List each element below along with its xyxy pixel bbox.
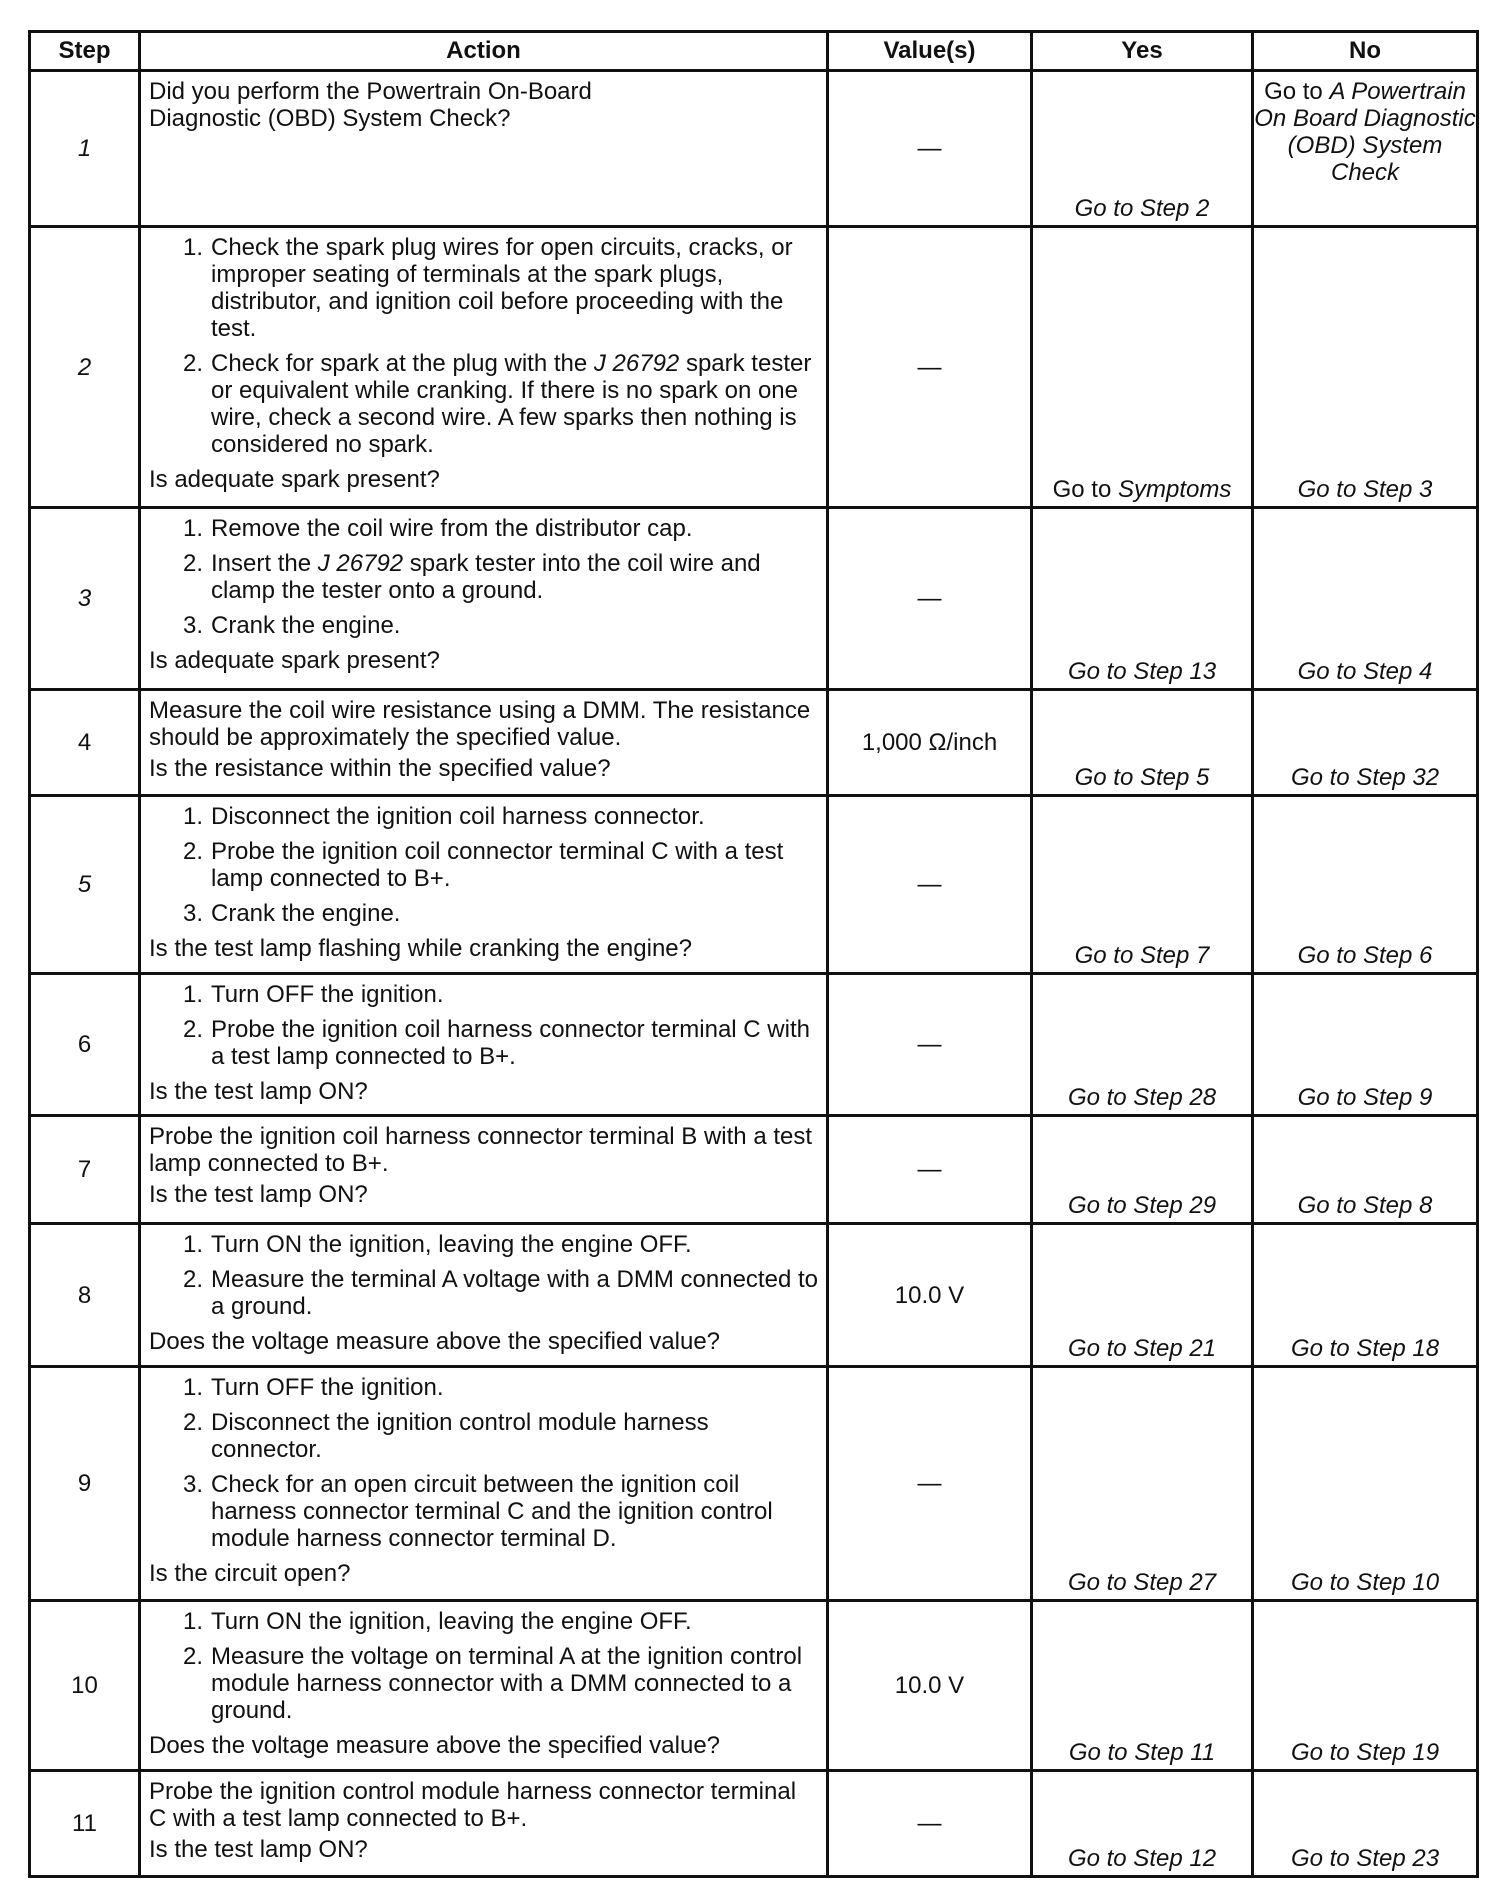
table-header-row	[30, 32, 1478, 71]
value-cell: —	[828, 227, 1032, 508]
action-cell	[140, 1224, 828, 1367]
action-question: Does the voltage measure above the specified value?	[149, 1328, 721, 1355]
no-link-text: A Powertrain On Board Diagnostic (OBD) System Check	[1254, 78, 1476, 186]
action-list	[149, 803, 818, 927]
value-cell: 10.0 V	[828, 1224, 1032, 1367]
values-header: Value(s)	[828, 32, 1032, 71]
no-cell: Go to Step 23	[1253, 1771, 1478, 1877]
action-cell	[140, 690, 828, 796]
action-list	[149, 1231, 818, 1320]
yes-header: Yes	[1032, 32, 1253, 71]
value-cell: —	[828, 1771, 1032, 1877]
table-row	[30, 508, 1478, 690]
action-question: Is the resistance within the specified value?	[149, 755, 611, 782]
item-text: Crank the engine.	[211, 612, 401, 639]
step-number: 9	[30, 1367, 140, 1601]
action-cell	[140, 974, 828, 1116]
yes-cell: Go to Step 27	[1032, 1367, 1253, 1601]
step-number: 5	[30, 796, 140, 974]
yes-cell: Go to Step 5	[1032, 690, 1253, 796]
list-item: 3. Crank the engine.	[149, 900, 818, 927]
no-cell: Go to Step 18	[1253, 1224, 1478, 1367]
value-cell: 1,000 Ω/inch	[828, 690, 1032, 796]
no-cell: Go to Step 19	[1253, 1601, 1478, 1771]
step-number: 2	[30, 227, 140, 508]
list-item: 1. Turn ON the ignition, leaving the engine OFF.	[149, 1608, 818, 1635]
action-question: Is adequate spark present?	[149, 647, 440, 674]
no-cell: Go to Step 6	[1253, 796, 1478, 974]
list-item: 2. Insert the J 26792 spark tester into the coil wire and clamp the tester onto a ground.	[182, 550, 761, 604]
action-cell	[140, 1771, 828, 1877]
action-list	[149, 981, 818, 1070]
no-cell	[1253, 71, 1478, 227]
item-text: Probe the ignition coil connector terminal C with a test lamp connected to B+.	[211, 838, 784, 892]
list-item: 1. Turn OFF the ignition.	[149, 1374, 818, 1401]
table-row	[30, 1367, 1478, 1601]
step-number: 10	[30, 1601, 140, 1771]
action-cell	[140, 227, 828, 508]
action-list	[149, 1608, 818, 1724]
action-question: Is the circuit open?	[149, 1560, 351, 1587]
table-row	[30, 1601, 1478, 1771]
list-item: 1. Turn ON the ignition, leaving the engine OFF.	[149, 1231, 818, 1258]
value-cell: —	[828, 974, 1032, 1116]
action-question: Is the test lamp ON?	[149, 1836, 368, 1863]
action-question: Is the test lamp ON?	[149, 1078, 368, 1105]
no-cell: Go to Step 3	[1253, 227, 1478, 508]
table-row	[30, 1771, 1478, 1877]
table-row	[30, 1224, 1478, 1367]
yes-cell: Go to Step 28	[1032, 974, 1253, 1116]
item-text: Turn OFF the ignition.	[211, 981, 444, 1008]
yes-cell: Go to Step 2	[1032, 71, 1253, 227]
action-cell	[140, 508, 828, 690]
action-question: Is the test lamp ON?	[149, 1181, 368, 1208]
no-cell: Go to Step 9	[1253, 974, 1478, 1116]
item-text: Crank the engine.	[211, 900, 401, 927]
list-item: 1. Check the spark plug wires for open circuits, cracks, or improper seating of terminals at the spark plugs, distributor, and ignition coil before proceeding with the test.	[149, 234, 818, 342]
no-header: No	[1253, 32, 1478, 71]
no-prefix: Go to	[1264, 78, 1330, 105]
action-intro: Probe the ignition control module harness connector terminal C with a test lamp connected to B+.	[149, 1778, 797, 1832]
list-item: 2. Probe the ignition coil harness connector terminal C with a test lamp connected to B+.	[149, 1016, 818, 1070]
diagnostic-table-page	[28, 30, 1476, 1878]
item-text: Check the spark plug wires for open circuits, cracks, or improper seating of terminals at the spark plugs, distributor, and ignition coil before proceeding with the test.	[211, 234, 793, 342]
diagnostic-table	[28, 30, 1479, 1878]
yes-cell: Go to Step 12	[1032, 1771, 1253, 1877]
value-cell: —	[828, 1116, 1032, 1224]
step-number: 6	[30, 974, 140, 1116]
yes-cell: Go to Step 7	[1032, 796, 1253, 974]
value-cell: —	[828, 1367, 1032, 1601]
item-text: Turn ON the ignition, leaving the engine OFF.	[211, 1231, 692, 1258]
tool-number: J 26792	[593, 350, 680, 377]
no-cell: Go to Step 10	[1253, 1367, 1478, 1601]
item-text: Disconnect the ignition control module harness connector.	[211, 1409, 709, 1463]
action-cell	[140, 71, 828, 227]
list-item: 2. Measure the terminal A voltage with a DMM connected to a ground.	[182, 1266, 818, 1320]
item-text: Check for an open circuit between the ignition coil harness connector terminal C and the ignition control module harness connector terminal D.	[211, 1471, 773, 1552]
table-row	[30, 71, 1478, 227]
step-number: 8	[30, 1224, 140, 1367]
item-text: Check for spark at the plug with the	[211, 350, 594, 377]
yes-cell: Go to Step 13	[1032, 508, 1253, 690]
no-cell: Go to Step 8	[1253, 1116, 1478, 1224]
item-text: Turn OFF the ignition.	[211, 1374, 444, 1401]
item-text: spark tester or equivalent while cranking. If there is no spark on one wire, check a second wire. A few sparks then nothing is considered no spark.	[211, 350, 812, 458]
table-row	[30, 974, 1478, 1116]
step-number: 1	[30, 71, 140, 227]
action-question: Is adequate spark present?	[149, 466, 440, 493]
item-text: Probe the ignition coil harness connector terminal C with a test lamp connected to B+.	[211, 1016, 810, 1070]
yes-cell: Go to Step 21	[1032, 1224, 1253, 1367]
list-item: 2. Disconnect the ignition control module harness connector.	[149, 1409, 818, 1463]
step-number: 11	[30, 1771, 140, 1877]
no-cell: Go to Step 4	[1253, 508, 1478, 690]
action-list	[149, 234, 818, 458]
table-row	[30, 796, 1478, 974]
value-cell: 10.0 V	[828, 1601, 1032, 1771]
table-row	[30, 1116, 1478, 1224]
yes-link-text: Symptoms	[1118, 476, 1232, 503]
item-text: Turn ON the ignition, leaving the engine OFF.	[211, 1608, 692, 1635]
value-cell: —	[828, 508, 1032, 690]
action-intro: Did you perform the Powertrain On-Board Diagnostic (OBD) System Check?	[149, 78, 592, 132]
list-item: 3. Check for an open circuit between the ignition coil harness connector terminal C and the ignition control module harness connector terminal D.	[149, 1471, 818, 1552]
action-cell	[140, 1601, 828, 1771]
yes-cell: Go to Step 29	[1032, 1116, 1253, 1224]
value-cell: —	[828, 71, 1032, 227]
list-item: 1. Turn OFF the ignition.	[149, 981, 818, 1008]
yes-cell: Go to Step 11	[1032, 1601, 1253, 1771]
item-text: Disconnect the ignition coil harness connector.	[211, 803, 705, 830]
action-intro: Measure the coil wire resistance using a DMM. The resistance should be approximately the specified value.	[149, 697, 811, 751]
action-header: Action	[140, 32, 828, 71]
list-item: 3. Crank the engine.	[149, 612, 818, 639]
step-number: 3	[30, 508, 140, 690]
step-number: 4	[30, 690, 140, 796]
step-number: 7	[30, 1116, 140, 1224]
action-list	[149, 515, 818, 639]
list-item: 2. Probe the ignition coil connector terminal C with a test lamp connected to B+.	[149, 838, 818, 892]
list-item: 1. Disconnect the ignition coil harness connector.	[149, 803, 818, 830]
list-item: 2. Check for spark at the plug with the J 26792 spark tester or equivalent while cranking. If there is no spark on one wire, check a second wire. A few sparks then nothing is considered no spark.	[182, 350, 812, 458]
no-cell: Go to Step 32	[1253, 690, 1478, 796]
item-text: Insert the	[211, 550, 318, 577]
action-question: Is the test lamp flashing while cranking the engine?	[149, 935, 692, 962]
list-item: 2. Measure the voltage on terminal A at the ignition control module harness connector with a DMM connected to a ground.	[149, 1643, 818, 1724]
table-row	[30, 690, 1478, 796]
action-question: Does the voltage measure above the specified value?	[149, 1732, 721, 1759]
table-row	[30, 227, 1478, 508]
step-header: Step	[30, 32, 140, 71]
action-intro: Probe the ignition coil harness connector terminal B with a test lamp connected to B+.	[149, 1123, 813, 1177]
item-text: spark tester into the coil wire and clamp the tester onto a ground.	[211, 550, 761, 604]
tool-number: J 26792	[317, 550, 404, 577]
item-text: Measure the terminal A voltage with a DMM connected to a ground.	[211, 1266, 818, 1320]
action-list	[149, 1374, 818, 1552]
value-cell: —	[828, 796, 1032, 974]
action-cell	[140, 1116, 828, 1224]
yes-cell	[1032, 227, 1253, 508]
item-text: Measure the voltage on terminal A at the ignition control module harness connector with a DMM connected to a ground.	[211, 1643, 803, 1724]
action-cell	[140, 796, 828, 974]
action-cell	[140, 1367, 828, 1601]
item-text: Remove the coil wire from the distributor cap.	[211, 515, 693, 542]
list-item: 1. Remove the coil wire from the distributor cap.	[149, 515, 818, 542]
yes-prefix: Go to	[1052, 476, 1118, 503]
